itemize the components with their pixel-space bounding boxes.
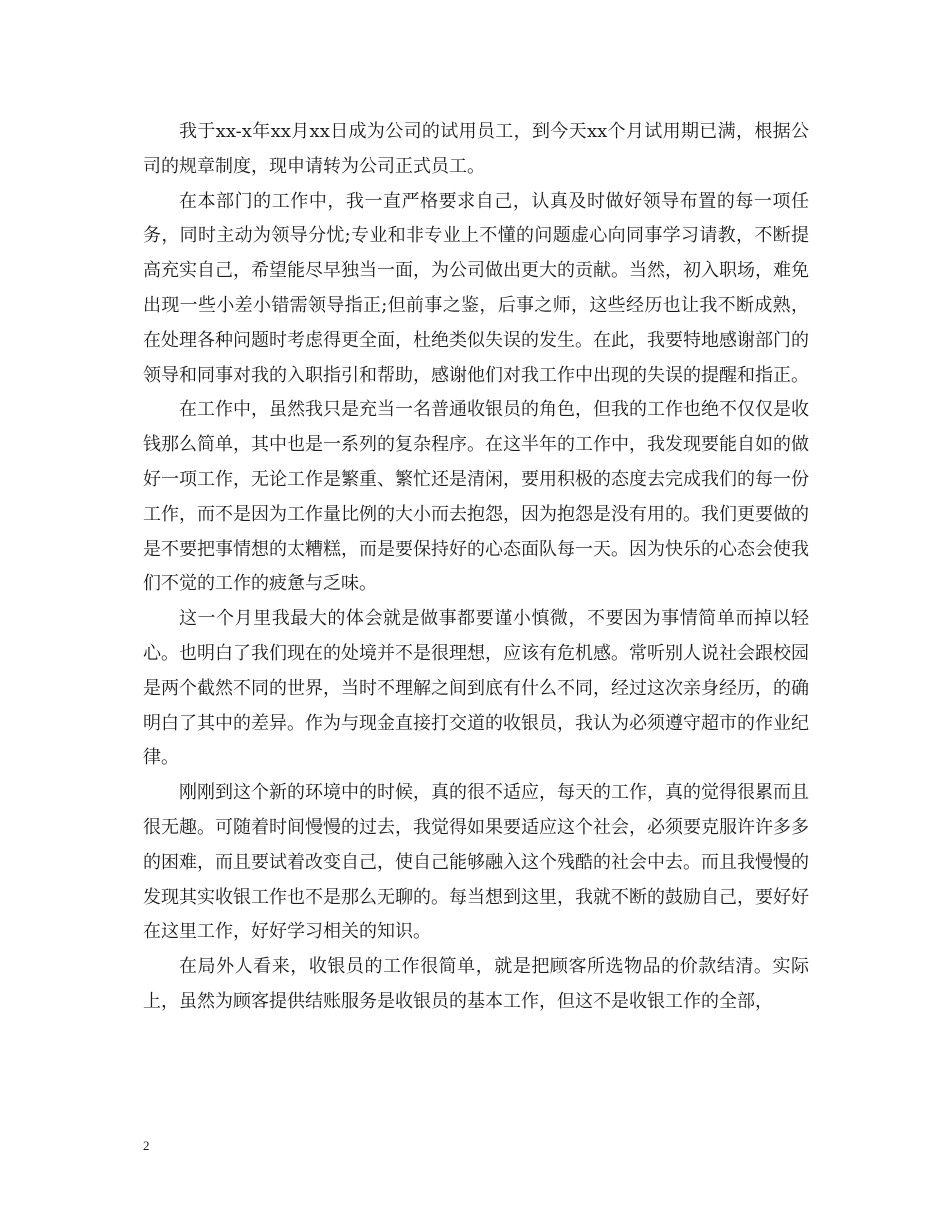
paragraph-5: 刚刚到这个新的环境中的时候，真的很不适应，每天的工作，真的觉得很累而且很无趣。可随着时间慢慢的过去，我觉得如果要适应这个社会，必须要克服许许多多的困难，而且要试着改变自己，使自己能够融入这个残酷的社会中去。而且我慢慢的发现其实收银工作也不是那么无聊的。每当想到这里，我就不断的鼓励自己，要好好在这里工作，好好学习相关的知识。 — [143, 782, 809, 943]
page-number: 2 — [143, 1138, 150, 1153]
paragraph-3: 在工作中，虽然我只是充当一名普通收银员的角色，但我的工作也绝不仅仅是收钱那么简单，其中也是一系列的复杂程序。在这半年的工作中，我发现要能自如的做好一项工作，无论工作是繁重、繁忙还是清闲，要用积极的态度去完成我们的每一份工作，而不是因为工作量比例的大小而去抱怨，因为抱怨是没有用的。我们更要做的是不要把事情想的太糟糕，而是要保持好的心态面队每一天。因为快乐的心态会使我们不觉的工作的疲惫与乏味。 — [143, 399, 809, 595]
body-text — [143, 115, 809, 1020]
paragraph-4: 这一个月里我最大的体会就是做事都要谨小慎微，不要因为事情简单而掉以轻心。也明白了我们现在的处境并不是很理想，应该有危机感。常听别人说社会跟校园是两个截然不同的世界，当时不理解之间到底有什么不同，经过这次亲身经历，的确明白了其中的差异。作为与现金直接打交道的收银员，我认为必须遵守超市的作业纪律。 — [143, 608, 809, 769]
paragraph-1: 我于xx-x年xx月xx日成为公司的试用员工，到今天xx个月试用期已满，根据公司的规章制度，现申请转为公司正式员工。 — [143, 121, 809, 177]
paragraph-2: 在本部门的工作中，我一直严格要求自己，认真及时做好领导布置的每一项任务，同时主动为领导分忧;专业和非专业上不懂的问题虚心向同事学习请教，不断提高充实自己，希望能尽早独当一面，为公司做出更大的贡献。当然，初入职场，难免出现一些小差小错需领导指正;但前事之鉴，后事之师，这些经历也让我不断成熟，在处理各种问题时考虑得更全面，杜绝类似失误的发生。在此，我要特地感谢部门的领导和同事对我的入职指引和帮助，感谢他们对我工作中出现的失误的提醒和指正。 — [143, 190, 809, 386]
paragraph-6: 在局外人看来，收银员的工作很简单，就是把顾客所选物品的价款结清。实际上，虽然为顾客提供结账服务是收银员的基本工作，但这不是收银工作的全部， — [143, 956, 809, 1012]
